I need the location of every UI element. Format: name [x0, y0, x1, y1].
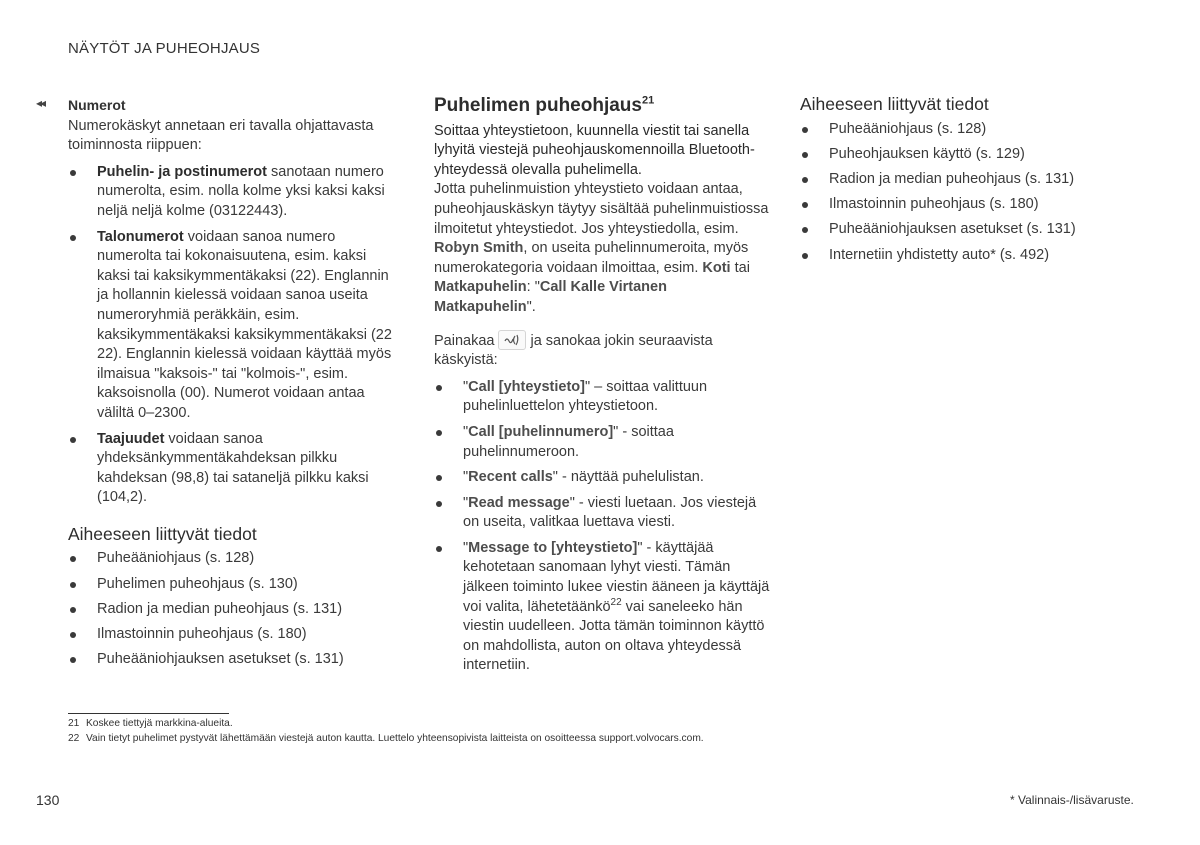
related-link[interactable]: Puheääniohjauksen asetukset (s. 131)	[68, 650, 403, 670]
related-link[interactable]: Internetiin yhdistetty auto* (s. 492)	[800, 246, 1100, 266]
lead-paragraph: Soittaa yhteystietoon, kuunnella viestit tai sanella lyhyitä viestejä puheohjauskomennoilla Bluetooth-yhteydessä olevalla puhelimella.	[434, 122, 755, 178]
column-related	[800, 96, 1100, 271]
footnote-ref: 21	[641, 94, 655, 107]
list-item: "Message to [yhteystieto]" - käyttäjää kehotetaan sanomaan lyhyt viesti. Tämän jälkeen toiminto lukee viestin ääneen ja käyttäjä voi valita, lähetetäänkö$^{22}$ vai saneleeko hän viestin uudelleen. Jotta tämän toiminnon käyttö on mahdollista, auton on oltava yhteydessä internetiin.	[434, 539, 770, 676]
related-title: Aiheeseen liittyvät tiedot	[800, 94, 989, 114]
list-item: "Read message" - viesti luetaan. Jos viestejä on useita, valitkaa luettava viesti.	[434, 494, 770, 533]
footnote: 21 Koskee tiettyjä markkina-alueita.	[68, 718, 233, 729]
related-list	[800, 120, 1100, 266]
related-link[interactable]: Puheääniohjaus (s. 128)	[800, 120, 1100, 140]
related-link[interactable]: Puheääniohjaus (s. 128)	[68, 549, 403, 569]
related-link[interactable]: Ilmastoinnin puheohjaus (s. 180)	[800, 195, 1100, 215]
list-item: "Call [yhteystieto]" – soittaa valittuun puhelinluettelon yhteystietoon.	[434, 378, 770, 417]
column-phone-voice	[434, 96, 770, 676]
related-link[interactable]: Puheohjauksen käyttö (s. 129)	[800, 145, 1100, 165]
section-title: Puhelimen puheohjaus$^{21}$	[434, 94, 655, 116]
footnote: 22 Vain tietyt puhelimet pystyvät lähettämään viestejä auton kautta. Luettelo yhteensopivista laitteista on osoitteessa support.volvocars.com.	[68, 733, 704, 744]
related-link[interactable]: Radion ja median puheohjaus (s. 131)	[68, 600, 403, 620]
continued-marker-icon: ◂◂	[36, 96, 45, 110]
related-link[interactable]: Puheääniohjauksen asetukset (s. 131)	[800, 220, 1100, 240]
numerot-list	[68, 163, 403, 508]
related-link[interactable]: Puhelimen puheohjaus (s. 130)	[68, 575, 403, 595]
page-header: NÄYTÖT JA PUHEOHJAUS	[68, 40, 261, 57]
list-item: Puhelin- ja postinumerot sanotaan numero numerolta, esim. nolla kolme yksi kaksi kaksi neljä neljä kolme (03122443).	[68, 163, 403, 222]
page-number: 130	[36, 792, 60, 808]
body-paragraph: Jotta puhelinmuistion yhteystieto voidaan antaa, puheohjauskäskyn täytyy sisältää puhelinmuistiossa ilmoitetut yhteystiedot. Jos yhteystiedolla, esim. Robyn Smith, on useita puhelinnumeroita, myös numerokategoria voidaan ilmoittaa, esim. Koti tai Matkapuhelin: "Call Kalle Virtanen Matkapuhelin".	[434, 181, 769, 315]
optional-equipment-note: * Valinnais-/lisävaruste.	[1010, 793, 1134, 807]
press-instruction: Painakaa ja sanokaa jokin seuraavista käskyistä:	[434, 330, 770, 371]
footnote-ref: 22	[610, 596, 622, 608]
related-link[interactable]: Radion ja median puheohjaus (s. 131)	[800, 170, 1100, 190]
numerot-title: Numerot	[68, 97, 126, 113]
command-list	[434, 378, 770, 676]
list-item: "Call [puhelinnumero]" - soittaa puhelinnumeroon.	[434, 423, 770, 462]
related-list	[68, 549, 403, 669]
list-item: "Recent calls" - näyttää puhelulistan.	[434, 468, 770, 488]
related-link[interactable]: Ilmastoinnin puheohjaus (s. 180)	[68, 625, 403, 645]
list-item: Talonumerot voidaan sanoa numero numerolta tai kokonaisuutena, esim. kaksi kaksi tai kaksikymmentäkaksi (22). Englannin ja hollannin kielessä voidaan sanoa useita numeroryhmiä peräkkäin, esim. kaksikymmentäkaksi kaksikymmentäkaksi (22 22). Englannin kielessä voidaan käyttää myös ilmaisua "kaksois-" tai "kolmois-", esim. kaksoisnolla (00). Numerot voidaan antaa väliltä 0–2300.	[68, 228, 403, 424]
numerot-intro: Numerokäskyt annetaan eri tavalla ohjattavasta toiminnosta riippuen:	[68, 117, 374, 154]
voice-control-button-icon	[498, 330, 526, 350]
footnote-divider	[68, 713, 229, 714]
list-item: Taajuudet voidaan sanoa yhdeksänkymmentäkahdeksan pilkku kahdeksan (98,8) tai sataneljä pilkku kaksi (104,2).	[68, 430, 403, 508]
column-numerot	[68, 96, 403, 675]
related-title: Aiheeseen liittyvät tiedot	[68, 523, 257, 544]
